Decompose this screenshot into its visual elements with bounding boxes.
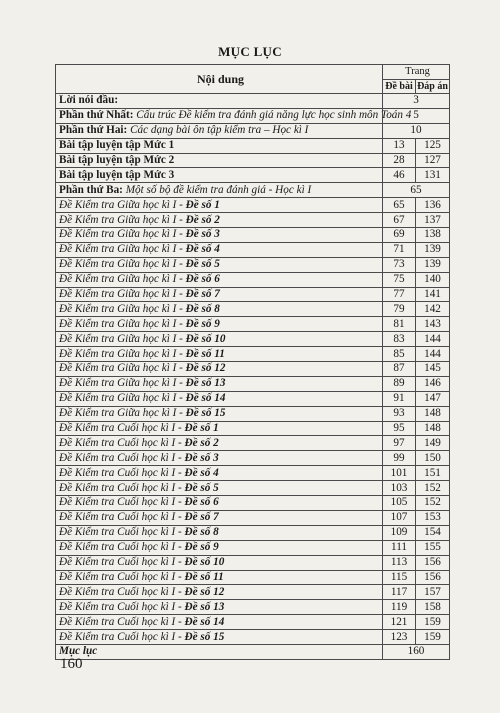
toc-entry <box>56 257 383 272</box>
part-label: Phần thứ Nhất: <box>59 109 134 122</box>
test-number: Đề số 1 <box>184 422 219 435</box>
toc-entry <box>56 138 383 153</box>
toc-entry <box>56 94 383 109</box>
toc-entry <box>56 242 383 257</box>
test-number: Đề số 15 <box>184 630 225 643</box>
answer-page-cell: 144 <box>416 332 450 347</box>
toc-row <box>56 466 450 481</box>
page-cell: 5 <box>383 108 450 123</box>
toc-row <box>56 585 450 600</box>
toc-row <box>56 153 450 168</box>
toc-row <box>56 421 450 436</box>
toc-entry <box>56 436 383 451</box>
toc-entry <box>56 525 383 540</box>
toc-row <box>56 391 450 406</box>
test-number: Đề số 3 <box>184 451 219 464</box>
test-name: Đề Kiểm tra Cuối học kì I - <box>59 496 185 509</box>
exercise-page-cell: 105 <box>383 496 416 511</box>
toc-entry <box>56 272 383 287</box>
header-page: Trang <box>383 65 450 80</box>
toc-row <box>56 555 450 570</box>
test-number: Đề số 11 <box>185 347 225 360</box>
page-title: MỤC LỤC <box>218 44 282 59</box>
test-name: Đề Kiểm tra Giữa học kì I - <box>59 302 186 315</box>
test-name: Đề Kiểm tra Giữa học kì I - <box>59 213 186 226</box>
toc-row <box>56 436 450 451</box>
page-cell: 65 <box>383 183 450 198</box>
exercise-page-cell: 101 <box>383 466 416 481</box>
part-title: Cấu trúc Đề kiểm tra đánh giá năng lực học sinh môn Toán 4 <box>136 109 412 122</box>
answer-page-cell: 139 <box>416 242 450 257</box>
toc-row <box>56 94 450 109</box>
exercise-page-cell: 87 <box>383 362 416 377</box>
exercise-page-cell: 95 <box>383 421 416 436</box>
test-name: Đề Kiểm tra Giữa học kì I - <box>59 407 186 420</box>
exercise-page-cell: 117 <box>383 585 416 600</box>
part-label: Phần thứ Ba: <box>59 183 123 196</box>
exercise-page-cell: 123 <box>383 630 416 645</box>
toc-row <box>56 362 450 377</box>
toc-entry <box>56 228 383 243</box>
answer-page-cell: 143 <box>416 317 450 332</box>
page-number: 160 <box>60 656 83 672</box>
answer-page-cell: 155 <box>416 540 450 555</box>
toc-entry <box>56 600 383 615</box>
toc-row <box>56 108 450 123</box>
answer-page-cell: 148 <box>416 406 450 421</box>
test-name: Đề Kiểm tra Cuối học kì I - <box>59 556 185 569</box>
test-name: Đề Kiểm tra Cuối học kì I - <box>59 422 185 435</box>
answer-page-cell: 149 <box>416 436 450 451</box>
toc-entry <box>56 302 383 317</box>
toc-body <box>56 94 450 660</box>
toc-row <box>56 630 450 645</box>
answer-page-cell: 139 <box>416 257 450 272</box>
toc-row <box>56 168 450 183</box>
answer-page-cell: 152 <box>416 496 450 511</box>
toc-entry <box>56 108 412 123</box>
toc-row <box>56 332 450 347</box>
toc-entry <box>56 332 383 347</box>
answer-page-cell: 156 <box>416 555 450 570</box>
test-name: Đề Kiểm tra Cuối học kì I - <box>59 526 185 539</box>
test-number: Đề số 6 <box>184 496 219 509</box>
test-number: Đề số 2 <box>185 213 220 226</box>
answer-page-cell: 146 <box>416 376 450 391</box>
toc-row <box>56 257 450 272</box>
test-name: Đề Kiểm tra Cuối học kì I - <box>59 570 185 583</box>
part-title: Một số bộ đề kiểm tra đánh giá - Học kì I <box>125 183 312 196</box>
toc-entry <box>56 451 383 466</box>
toc-row <box>56 615 450 630</box>
test-name: Đề Kiểm tra Cuối học kì I - <box>59 436 185 449</box>
exercise-page-cell: 13 <box>383 138 416 153</box>
toc-entry <box>56 317 383 332</box>
toc-row <box>56 183 450 198</box>
test-number: Đề số 10 <box>185 332 226 345</box>
exercise-page-cell: 113 <box>383 555 416 570</box>
test-name: Đề Kiểm tra Giữa học kì I - <box>59 347 186 360</box>
answer-page-cell: 145 <box>416 362 450 377</box>
test-number: Đề số 6 <box>185 273 220 286</box>
test-number: Đề số 9 <box>184 541 219 554</box>
answer-page-cell: 127 <box>416 153 450 168</box>
exercise-page-cell: 85 <box>383 347 416 362</box>
exercise-page-cell: 99 <box>383 451 416 466</box>
exercise-page-cell: 69 <box>383 228 416 243</box>
test-number: Đề số 10 <box>184 556 225 569</box>
test-name: Đề Kiểm tra Giữa học kì I - <box>59 332 186 345</box>
test-name: Đề Kiểm tra Giữa học kì I - <box>59 377 186 390</box>
test-name: Đề Kiểm tra Cuối học kì I - <box>59 451 185 464</box>
page-cell: 3 <box>383 94 450 109</box>
answer-page-cell: 147 <box>416 391 450 406</box>
test-name: Đề Kiểm tra Giữa học kì I - <box>59 198 186 211</box>
toc-row <box>56 138 450 153</box>
test-number: Đề số 1 <box>185 198 220 211</box>
page-cell: 10 <box>383 123 450 138</box>
test-number: Đề số 9 <box>185 317 220 330</box>
toc-row <box>56 272 450 287</box>
answer-page-cell: 140 <box>416 272 450 287</box>
toc-entry <box>56 615 383 630</box>
exercise-page-cell: 71 <box>383 242 416 257</box>
test-number: Đề số 14 <box>184 615 225 628</box>
toc-row <box>56 347 450 362</box>
exercise-page-cell: 115 <box>383 570 416 585</box>
entry-label: Bài tập luyện tập Mức 3 <box>59 168 175 181</box>
toc-entry <box>56 198 383 213</box>
exercise-page-cell: 107 <box>383 510 416 525</box>
toc-row <box>56 510 450 525</box>
test-name: Đề Kiểm tra Giữa học kì I - <box>59 228 186 241</box>
toc-entry <box>56 540 383 555</box>
test-number: Đề số 5 <box>185 258 220 271</box>
exercise-page-cell: 119 <box>383 600 416 615</box>
test-number: Đề số 15 <box>185 407 226 420</box>
toc-row <box>56 406 450 421</box>
answer-page-cell: 142 <box>416 302 450 317</box>
answer-page-cell: 136 <box>416 198 450 213</box>
answer-page-cell: 125 <box>416 138 450 153</box>
header-answer: Đáp án <box>417 80 448 92</box>
test-name: Đề Kiểm tra Cuối học kì I - <box>59 466 185 479</box>
header-exercise: Đề bài <box>383 79 416 94</box>
answer-page-cell: 154 <box>416 525 450 540</box>
test-number: Đề số 5 <box>184 481 219 494</box>
page-cell: 160 <box>383 644 450 659</box>
toc-entry <box>56 630 383 645</box>
toc-row <box>56 525 450 540</box>
exercise-page-cell: 28 <box>383 153 416 168</box>
toc-row <box>56 287 450 302</box>
answer-page-cell: 159 <box>416 615 450 630</box>
test-name: Đề Kiểm tra Giữa học kì I - <box>59 317 186 330</box>
test-name: Đề Kiểm tra Giữa học kì I - <box>59 392 186 405</box>
toc-entry <box>56 406 383 421</box>
test-number: Đề số 4 <box>184 466 219 479</box>
exercise-page-cell: 97 <box>383 436 416 451</box>
toc-entry <box>56 466 383 481</box>
answer-page-cell: 138 <box>416 228 450 243</box>
answer-page-cell: 153 <box>416 510 450 525</box>
toc-row <box>56 570 450 585</box>
header-content: Nội dung <box>56 65 383 94</box>
answer-page-cell: 157 <box>416 585 450 600</box>
test-name: Đề Kiểm tra Cuối học kì I - <box>59 585 185 598</box>
answer-page-cell: 148 <box>416 421 450 436</box>
answer-page-cell: 156 <box>416 570 450 585</box>
exercise-page-cell: 67 <box>383 213 416 228</box>
exercise-page-cell: 109 <box>383 525 416 540</box>
exercise-page-cell: 89 <box>383 376 416 391</box>
test-number: Đề số 7 <box>184 511 219 524</box>
answer-page-cell: 158 <box>416 600 450 615</box>
exercise-page-cell: 77 <box>383 287 416 302</box>
toc-entry <box>56 585 383 600</box>
toc-row <box>56 496 450 511</box>
toc-entry <box>56 570 383 585</box>
toc-row <box>56 317 450 332</box>
test-number: Đề số 2 <box>184 436 219 449</box>
toc-entry <box>56 481 383 496</box>
toc-entry <box>56 153 383 168</box>
entry-label: Bài tập luyện tập Mức 1 <box>59 139 175 152</box>
exercise-page-cell: 83 <box>383 332 416 347</box>
test-name: Đề Kiểm tra Cuối học kì I - <box>59 615 185 628</box>
test-number: Đề số 14 <box>185 392 226 405</box>
test-number: Đề số 8 <box>185 302 220 315</box>
toc-table <box>55 64 450 660</box>
entry-label: Mục lục <box>59 645 98 658</box>
test-name: Đề Kiểm tra Cuối học kì I - <box>59 600 185 613</box>
toc-entry <box>56 168 383 183</box>
test-number: Đề số 8 <box>184 526 219 539</box>
test-number: Đề số 4 <box>185 243 220 256</box>
toc-row <box>56 302 450 317</box>
toc-entry <box>56 391 383 406</box>
exercise-page-cell: 79 <box>383 302 416 317</box>
answer-page-cell: 150 <box>416 451 450 466</box>
answer-page-cell: 151 <box>416 466 450 481</box>
part-label: Phần thứ Hai: <box>59 124 128 137</box>
test-number: Đề số 13 <box>184 600 225 613</box>
toc-entry <box>56 287 383 302</box>
toc-row <box>56 644 450 659</box>
test-number: Đề số 13 <box>185 377 226 390</box>
test-number: Đề số 11 <box>184 570 224 583</box>
toc-row <box>56 213 450 228</box>
toc-entry <box>56 555 383 570</box>
toc-entry <box>56 421 383 436</box>
toc-entry <box>56 123 383 138</box>
test-name: Đề Kiểm tra Giữa học kì I - <box>59 273 186 286</box>
test-name: Đề Kiểm tra Cuối học kì I - <box>59 630 185 643</box>
toc-entry <box>56 510 383 525</box>
toc-row <box>56 242 450 257</box>
test-number: Đề số 3 <box>185 228 220 241</box>
part-title: Các dạng bài ôn tập kiểm tra – Học kì I <box>130 124 309 137</box>
exercise-page-cell: 91 <box>383 391 416 406</box>
answer-page-cell: 137 <box>416 213 450 228</box>
toc-entry <box>56 183 383 198</box>
test-name: Đề Kiểm tra Cuối học kì I - <box>59 481 185 494</box>
answer-page-cell: 141 <box>416 287 450 302</box>
toc-row <box>56 600 450 615</box>
test-name: Đề Kiểm tra Giữa học kì I - <box>59 288 186 301</box>
answer-page-cell: 159 <box>416 630 450 645</box>
exercise-page-cell: 81 <box>383 317 416 332</box>
test-number: Đề số 12 <box>185 362 226 375</box>
toc-row <box>56 540 450 555</box>
test-name: Đề Kiểm tra Giữa học kì I - <box>59 243 186 256</box>
toc-entry <box>56 496 383 511</box>
answer-page-cell: 144 <box>416 347 450 362</box>
toc-entry <box>56 213 383 228</box>
exercise-page-cell: 111 <box>383 540 416 555</box>
exercise-page-cell: 121 <box>383 615 416 630</box>
exercise-page-cell: 73 <box>383 257 416 272</box>
test-name: Đề Kiểm tra Cuối học kì I - <box>59 541 185 554</box>
entry-label: Lời nói đầu: <box>59 94 119 107</box>
exercise-page-cell: 65 <box>383 198 416 213</box>
test-number: Đề số 7 <box>185 288 220 301</box>
test-name: Đề Kiểm tra Giữa học kì I - <box>59 362 186 375</box>
exercise-page-cell: 75 <box>383 272 416 287</box>
toc-row <box>56 123 450 138</box>
exercise-page-cell: 103 <box>383 481 416 496</box>
test-name: Đề Kiểm tra Cuối học kì I - <box>59 511 185 524</box>
entry-label: Bài tập luyện tập Mức 2 <box>59 154 175 166</box>
toc-entry <box>56 347 383 362</box>
answer-page-cell: 152 <box>416 481 450 496</box>
toc-entry <box>56 644 383 659</box>
test-number: Đề số 12 <box>184 585 225 598</box>
toc-row <box>56 481 450 496</box>
toc-entry <box>56 376 383 391</box>
test-name: Đề Kiểm tra Giữa học kì I - <box>59 258 186 271</box>
exercise-page-cell: 93 <box>383 406 416 421</box>
answer-page-cell: 131 <box>416 168 450 183</box>
toc-row <box>56 228 450 243</box>
toc-row <box>56 198 450 213</box>
exercise-page-cell: 46 <box>383 168 416 183</box>
toc-row <box>56 376 450 391</box>
toc-row <box>56 451 450 466</box>
toc-entry <box>56 362 383 377</box>
